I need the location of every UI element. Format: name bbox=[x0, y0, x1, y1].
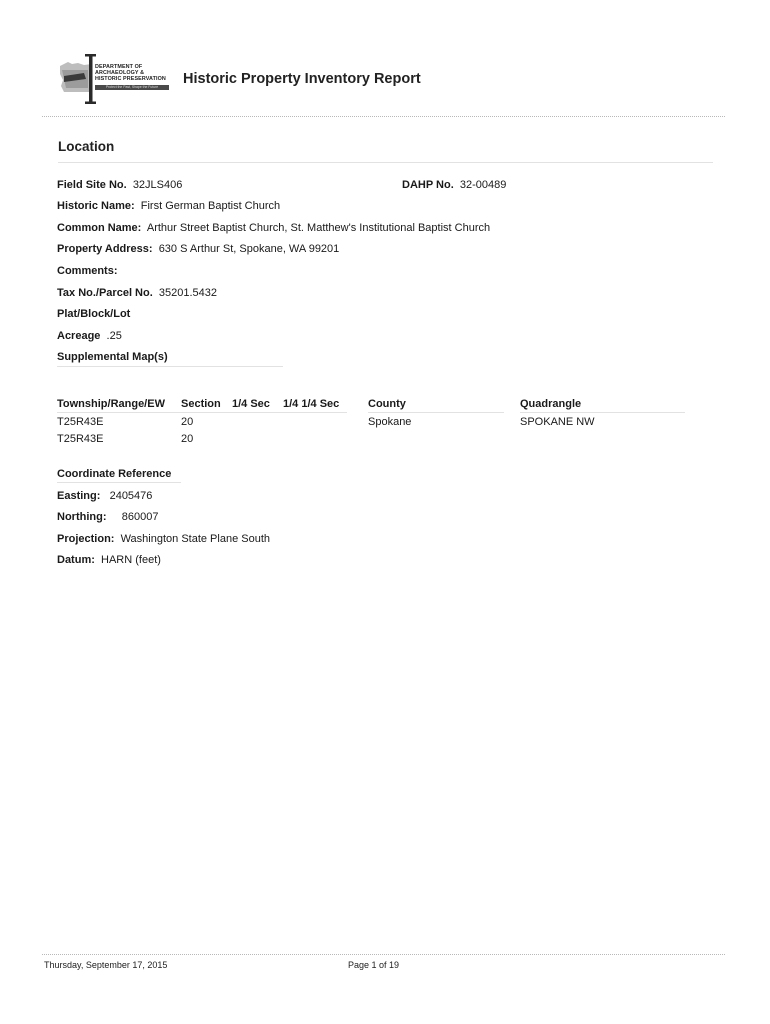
field-site-label: Field Site No. bbox=[57, 179, 127, 191]
logo-line: ARCHAEOLOGY & bbox=[95, 70, 145, 77]
footer-page-number: Page 1 of 19 bbox=[348, 960, 400, 970]
northing-row bbox=[57, 511, 158, 523]
table-row-2-section: 20 bbox=[181, 433, 194, 445]
location-heading: Location bbox=[58, 139, 115, 154]
acreage-label: Acreage bbox=[57, 330, 101, 342]
acreage-row bbox=[57, 330, 122, 342]
datum-value: HARN (feet) bbox=[101, 554, 161, 566]
footer-divider bbox=[42, 954, 725, 955]
plat-row bbox=[57, 308, 130, 320]
coordinate-heading: Coordinate Reference bbox=[57, 468, 172, 480]
field-site-row bbox=[57, 179, 182, 191]
tax-value: 35201.5432 bbox=[158, 287, 218, 299]
address-label: Property Address: bbox=[57, 243, 153, 255]
northing-value: 860007 bbox=[121, 511, 159, 523]
th-quadrangle: Quadrangle bbox=[520, 398, 582, 410]
footer-date: Thursday, September 17, 2015 bbox=[44, 960, 168, 970]
logo-line: HISTORIC PRESERVATION bbox=[95, 76, 166, 83]
projection-label: Projection: bbox=[57, 533, 115, 545]
th-underline-county bbox=[368, 412, 504, 413]
projection-row bbox=[57, 533, 270, 545]
coordinate-heading-row bbox=[57, 468, 171, 480]
dahp-row bbox=[402, 179, 506, 191]
dahp-logo bbox=[58, 52, 174, 106]
supplemental-row bbox=[57, 351, 168, 363]
logo-line: DEPARTMENT OF bbox=[95, 64, 143, 70]
field-site-value: 32JLS406 bbox=[132, 179, 183, 191]
common-name-row bbox=[57, 222, 490, 234]
projection-value: Washington State Plane South bbox=[120, 533, 270, 545]
tax-row bbox=[57, 287, 217, 299]
address-value: 630 S Arthur St, Spokane, WA 99201 bbox=[158, 243, 340, 255]
easting-label: Easting: bbox=[57, 490, 101, 502]
th-section: Section bbox=[181, 398, 221, 410]
header-divider bbox=[42, 116, 725, 117]
address-row bbox=[57, 243, 339, 255]
historic-name-value: First German Baptist Church bbox=[140, 200, 281, 212]
common-name-value: Arthur Street Baptist Church, St. Matthew's Institutional Baptist Church bbox=[146, 222, 491, 234]
coordinate-underline bbox=[57, 482, 181, 483]
supplemental-underline bbox=[57, 366, 283, 367]
th-quarter-sec: 1/4 Sec bbox=[232, 398, 270, 410]
easting-row bbox=[57, 490, 152, 502]
tax-label: Tax No./Parcel No. bbox=[57, 287, 153, 299]
plat-label: Plat/Block/Lot bbox=[57, 308, 131, 320]
location-underline bbox=[58, 162, 713, 163]
table-row-1-quadrangle: SPOKANE NW bbox=[520, 416, 595, 428]
logo-tagline: Protect the Past, Shape the Future bbox=[95, 85, 169, 90]
th-underline-left bbox=[57, 412, 347, 413]
dahp-value: 32-00489 bbox=[459, 179, 507, 191]
historic-name-label: Historic Name: bbox=[57, 200, 135, 212]
table-row-1-section: 20 bbox=[181, 416, 194, 428]
th-quarter-quarter-sec: 1/4 1/4 Sec bbox=[283, 398, 340, 410]
comments-label: Comments: bbox=[57, 265, 118, 277]
historic-name-row bbox=[57, 200, 280, 212]
th-county: County bbox=[368, 398, 406, 410]
logo-text bbox=[95, 64, 166, 83]
datum-label: Datum: bbox=[57, 554, 95, 566]
report-title: Historic Property Inventory Report bbox=[183, 71, 421, 87]
dahp-label: DAHP No. bbox=[402, 179, 454, 191]
acreage-value: .25 bbox=[106, 330, 122, 342]
common-name-label: Common Name: bbox=[57, 222, 142, 234]
supplemental-label: Supplemental Map(s) bbox=[57, 351, 168, 363]
easting-value: 2405476 bbox=[109, 490, 153, 502]
th-underline-quadrangle bbox=[520, 412, 685, 413]
table-row-2-township: T25R43E bbox=[57, 433, 104, 445]
datum-row bbox=[57, 554, 161, 566]
northing-label: Northing: bbox=[57, 511, 107, 523]
table-row-1-county: Spokane bbox=[368, 416, 412, 428]
comments-row bbox=[57, 265, 118, 277]
table-row-1-township: T25R43E bbox=[57, 416, 104, 428]
th-township: Township/Range/EW bbox=[57, 398, 165, 410]
